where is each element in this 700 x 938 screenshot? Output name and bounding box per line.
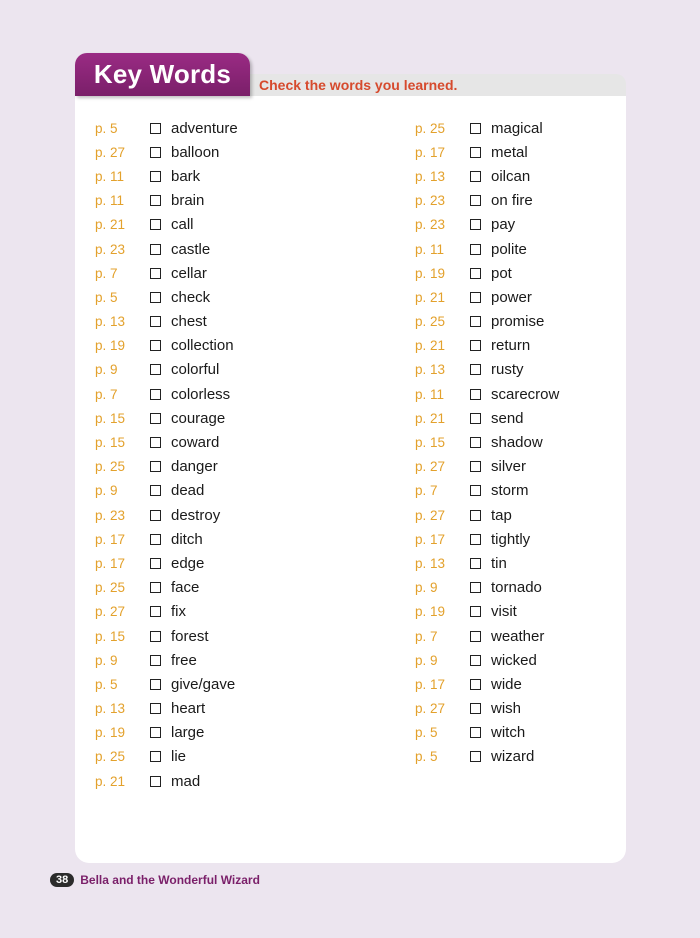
word-checkbox[interactable] [150, 703, 161, 714]
word-checkbox[interactable] [470, 558, 481, 569]
page-reference: p. 25 [95, 459, 126, 475]
page-reference: p. 13 [95, 314, 126, 330]
key-word: ditch [171, 530, 203, 548]
word-checkbox[interactable] [150, 534, 161, 545]
word-checkbox[interactable] [470, 510, 481, 521]
word-checkbox[interactable] [150, 219, 161, 230]
title-tab [75, 53, 250, 96]
word-row [415, 648, 559, 672]
word-row [95, 406, 238, 430]
key-word: heart [171, 700, 206, 718]
word-checkbox[interactable] [470, 631, 481, 642]
word-row [415, 140, 559, 164]
word-row [415, 455, 559, 479]
word-row [415, 189, 559, 213]
word-row [415, 721, 559, 745]
page-reference: p. 23 [415, 193, 446, 209]
page-reference: p. 11 [95, 168, 125, 184]
word-row [95, 116, 238, 140]
page-reference: p. 13 [415, 555, 446, 571]
key-word: fix [171, 603, 186, 621]
word-row [415, 382, 559, 406]
page-reference: p. 15 [95, 435, 126, 451]
word-checkbox[interactable] [470, 606, 481, 617]
page-reference: p. 9 [415, 580, 438, 596]
word-checkbox[interactable] [150, 292, 161, 303]
key-word: free [171, 651, 197, 669]
page-reference: p. 15 [95, 410, 126, 426]
key-word: brain [171, 192, 205, 210]
word-checkbox[interactable] [150, 655, 161, 666]
book-title: Bella and the Wonderful Wizard [80, 873, 260, 887]
key-word: tightly [491, 530, 531, 548]
page-reference: p. 19 [415, 604, 446, 620]
page-reference: p. 23 [95, 241, 126, 257]
page-reference: p. 11 [415, 241, 445, 257]
page-reference: p. 5 [95, 120, 118, 136]
word-row [95, 576, 238, 600]
word-row [415, 479, 559, 503]
word-row [415, 116, 559, 140]
word-row [95, 358, 238, 382]
word-checkbox[interactable] [150, 364, 161, 375]
word-checkbox[interactable] [470, 655, 481, 666]
page-reference: p. 17 [415, 144, 446, 160]
key-word: rusty [491, 361, 524, 379]
word-checkbox[interactable] [150, 461, 161, 472]
page-reference: p. 19 [95, 338, 126, 354]
word-checkbox[interactable] [470, 195, 481, 206]
page-reference: p. 9 [95, 362, 118, 378]
word-checkbox[interactable] [470, 461, 481, 472]
word-row [95, 648, 238, 672]
word-row [95, 721, 238, 745]
key-word: colorless [171, 385, 231, 403]
word-checkbox[interactable] [150, 582, 161, 593]
page-reference: p. 27 [95, 604, 126, 620]
page-reference: p. 25 [95, 749, 126, 765]
page-reference: p. 5 [415, 725, 438, 741]
word-row [95, 479, 238, 503]
key-word: lie [171, 748, 187, 766]
right-word-column [415, 116, 559, 769]
word-checkbox[interactable] [470, 244, 481, 255]
key-word: edge [171, 554, 205, 572]
page-reference: p. 19 [95, 725, 126, 741]
word-checkbox[interactable] [470, 171, 481, 182]
page-reference: p. 27 [95, 144, 126, 160]
key-word: tornado [491, 579, 542, 597]
page-reference: p. 21 [415, 289, 446, 305]
key-word: check [171, 288, 211, 306]
word-row [95, 455, 238, 479]
word-row [95, 769, 238, 793]
key-word: wicked [491, 651, 537, 669]
key-word: castle [171, 240, 211, 258]
word-checkbox[interactable] [150, 776, 161, 787]
word-row [95, 551, 238, 575]
page-reference: p. 17 [415, 531, 446, 547]
page-reference: p. 21 [415, 410, 446, 426]
word-checkbox[interactable] [150, 606, 161, 617]
page-reference: p. 27 [415, 507, 446, 523]
word-checkbox[interactable] [470, 582, 481, 593]
page-reference: p. 25 [95, 580, 126, 596]
word-checkbox[interactable] [470, 268, 481, 279]
word-row [95, 697, 238, 721]
word-checkbox[interactable] [150, 413, 161, 424]
key-word: large [171, 724, 205, 742]
word-checkbox[interactable] [470, 679, 481, 690]
key-word: danger [171, 458, 218, 476]
word-row [95, 164, 238, 188]
key-word: weather [491, 627, 545, 645]
page-reference: p. 21 [415, 338, 446, 354]
page-reference: p. 25 [415, 314, 446, 330]
key-word: oilcan [491, 167, 531, 185]
page-reference: p. 25 [415, 120, 446, 136]
word-row [415, 576, 559, 600]
page-reference: p. 9 [95, 483, 118, 499]
word-checkbox[interactable] [470, 364, 481, 375]
key-word: call [171, 216, 194, 234]
page-reference: p. 11 [95, 193, 125, 209]
key-word: shadow [491, 434, 543, 452]
page-reference: p. 15 [95, 628, 126, 644]
page-reference: p. 7 [95, 265, 118, 281]
key-word: balloon [171, 143, 220, 161]
key-word: return [491, 337, 531, 355]
page-reference: p. 21 [95, 217, 126, 233]
page-reference: p. 7 [415, 628, 438, 644]
word-checkbox[interactable] [470, 292, 481, 303]
word-row [415, 672, 559, 696]
key-word: send [491, 409, 524, 427]
page-reference: p. 23 [415, 217, 446, 233]
key-word: destroy [171, 506, 221, 524]
page-reference: p. 9 [95, 652, 118, 668]
word-checkbox[interactable] [150, 123, 161, 134]
word-checkbox[interactable] [470, 413, 481, 424]
key-word: silver [491, 458, 527, 476]
key-word: wish [491, 700, 522, 718]
key-word: coward [171, 434, 220, 452]
key-word: power [491, 288, 532, 306]
page-reference: p. 5 [95, 289, 118, 305]
word-checkbox[interactable] [150, 679, 161, 690]
page-reference: p. 5 [415, 749, 438, 765]
word-checkbox[interactable] [150, 195, 161, 206]
page-title: Key Words [93, 59, 232, 89]
page-reference: p. 17 [95, 555, 126, 571]
key-word: cellar [171, 264, 207, 282]
key-word: wide [491, 675, 522, 693]
word-row [415, 261, 559, 285]
key-word: scarecrow [491, 385, 560, 403]
word-row [95, 334, 238, 358]
word-row [415, 213, 559, 237]
word-checkbox[interactable] [150, 510, 161, 521]
page-reference: p. 13 [415, 362, 446, 378]
key-word: promise [491, 313, 545, 331]
page-reference: p. 15 [415, 435, 446, 451]
word-row [415, 551, 559, 575]
key-word: pay [491, 216, 516, 234]
word-row [415, 697, 559, 721]
word-checkbox[interactable] [150, 340, 161, 351]
page-reference: p. 17 [95, 531, 126, 547]
word-row [415, 430, 559, 454]
page-number: 38 [50, 873, 74, 887]
key-word: adventure [171, 119, 238, 137]
page-reference: p. 27 [415, 701, 446, 717]
word-checkbox[interactable] [150, 437, 161, 448]
key-word: courage [171, 409, 226, 427]
key-word: tin [491, 554, 507, 572]
page-reference: p. 27 [415, 459, 446, 475]
word-row [95, 285, 238, 309]
word-row [415, 164, 559, 188]
key-word: dead [171, 482, 205, 500]
key-word: mad [171, 772, 201, 790]
word-row [415, 334, 559, 358]
word-row [95, 140, 238, 164]
word-row [415, 503, 559, 527]
word-checkbox[interactable] [150, 268, 161, 279]
key-word: face [171, 579, 200, 597]
word-row [415, 406, 559, 430]
word-row [95, 261, 238, 285]
word-checkbox[interactable] [470, 316, 481, 327]
word-row [95, 527, 238, 551]
page-footer [50, 873, 260, 887]
word-checkbox[interactable] [470, 123, 481, 134]
page-reference: p. 5 [95, 676, 118, 692]
word-checkbox[interactable] [470, 727, 481, 738]
word-row [95, 310, 238, 334]
key-word: pot [491, 264, 512, 282]
key-word: witch [491, 724, 526, 742]
word-checkbox[interactable] [150, 147, 161, 158]
word-checkbox[interactable] [150, 389, 161, 400]
page-reference: p. 9 [415, 652, 438, 668]
key-word: bark [171, 167, 201, 185]
page-reference: p. 17 [415, 676, 446, 692]
key-word: visit [491, 603, 517, 621]
key-word: give/gave [171, 675, 236, 693]
word-checkbox[interactable] [470, 389, 481, 400]
key-word: wizard [491, 748, 535, 766]
page-reference: p. 7 [95, 386, 118, 402]
word-checkbox[interactable] [470, 340, 481, 351]
page-reference: p. 7 [415, 483, 438, 499]
word-checkbox[interactable] [150, 558, 161, 569]
word-row [415, 600, 559, 624]
word-checkbox[interactable] [150, 244, 161, 255]
word-row [95, 503, 238, 527]
key-word: chest [171, 313, 207, 331]
word-checkbox[interactable] [150, 316, 161, 327]
word-checkbox[interactable] [470, 751, 481, 762]
word-checkbox[interactable] [470, 534, 481, 545]
word-checkbox[interactable] [470, 703, 481, 714]
word-checkbox[interactable] [470, 485, 481, 496]
word-checkbox[interactable] [150, 485, 161, 496]
word-row [415, 527, 559, 551]
word-row [415, 310, 559, 334]
key-word: collection [171, 337, 234, 355]
word-row [95, 430, 238, 454]
word-row [95, 189, 238, 213]
word-checkbox[interactable] [150, 631, 161, 642]
word-checkbox[interactable] [470, 437, 481, 448]
page-reference: p. 21 [95, 773, 126, 789]
word-row [95, 672, 238, 696]
word-row [415, 237, 559, 261]
key-word: on fire [491, 192, 533, 210]
word-checkbox[interactable] [150, 751, 161, 762]
key-word: colorful [171, 361, 220, 379]
word-checkbox[interactable] [470, 219, 481, 230]
word-row [95, 600, 238, 624]
word-row [415, 358, 559, 382]
word-row [95, 745, 238, 769]
word-checkbox[interactable] [150, 171, 161, 182]
page-reference: p. 13 [95, 701, 126, 717]
page-reference: p. 19 [415, 265, 446, 281]
word-checkbox[interactable] [470, 147, 481, 158]
word-row [95, 213, 238, 237]
left-word-column [95, 116, 238, 793]
key-word: storm [491, 482, 529, 500]
page-reference: p. 11 [415, 386, 445, 402]
key-word: polite [491, 240, 527, 258]
word-row [95, 382, 238, 406]
word-checkbox[interactable] [150, 727, 161, 738]
word-row [415, 745, 559, 769]
word-row [95, 624, 238, 648]
word-row [415, 624, 559, 648]
word-row [415, 285, 559, 309]
key-word: forest [171, 627, 209, 645]
key-word: tap [491, 506, 512, 524]
page-reference: p. 23 [95, 507, 126, 523]
word-row [95, 237, 238, 261]
key-word: metal [491, 143, 528, 161]
page-reference: p. 13 [415, 168, 446, 184]
instruction-text: Check the words you learned. [259, 77, 458, 93]
key-word: magical [491, 119, 543, 137]
